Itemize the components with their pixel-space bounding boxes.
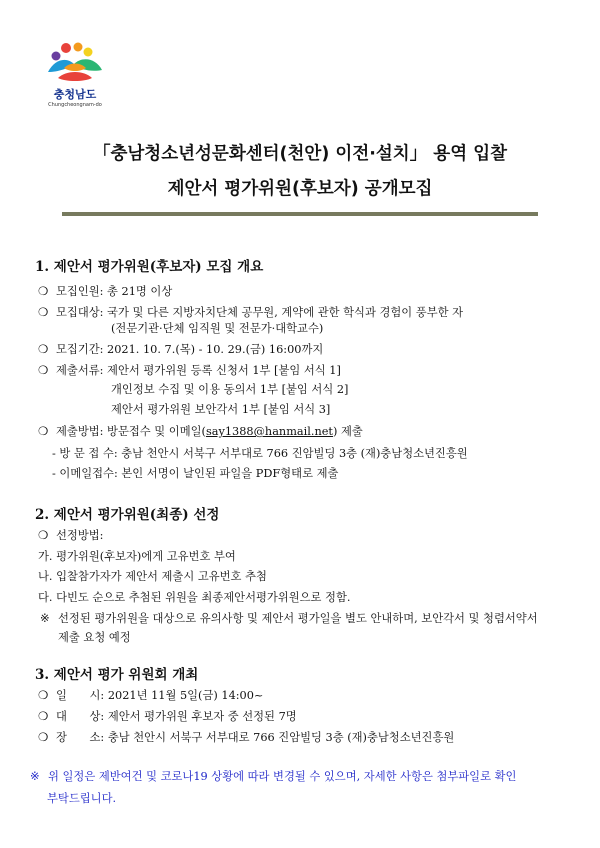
item-target: ❍ 모집대상: 국가 및 다른 지방자치단체 공무원, 계약에 관한 학식과 경험이 풍부한 자 bbox=[38, 306, 464, 319]
bullet: ❍ bbox=[38, 343, 49, 356]
item-ga: 가. 평가위원(후보자)에게 고유번호 부여 bbox=[38, 550, 236, 563]
logo-subtitle: Chungcheongnam-do bbox=[48, 102, 102, 108]
title-divider bbox=[62, 212, 538, 216]
item-email: - 이메일접수: 본인 서명이 날인된 파일을 PDF형태로 제출 bbox=[52, 467, 339, 480]
item-visit: - 방 문 접 수: 충남 천안시 서북구 서부대로 766 진암빌딩 3층 (재)충남청소년진흥원 bbox=[52, 447, 468, 460]
footer-note-1: ※ 위 일정은 제반여건 및 코로나19 상황에 따라 변경될 수 있으며, 자세한 사항은 첨부파일로 확인 bbox=[30, 770, 517, 783]
bullet: ❍ bbox=[38, 710, 49, 723]
bullet: ❍ bbox=[38, 306, 49, 319]
title-line-2: 제안서 평가위원(후보자) 공개모집 bbox=[167, 179, 433, 199]
logo-dot-purple bbox=[52, 52, 61, 61]
email-link[interactable]: say1388@hanmail.net bbox=[205, 425, 333, 438]
logo-swoosh-red bbox=[58, 72, 92, 81]
section-1-heading: 1. 제안서 평가위원(후보자) 모집 개요 bbox=[35, 259, 264, 275]
bullet: ❍ bbox=[38, 529, 49, 542]
item-selection-method: ❍ 선정방법: bbox=[38, 529, 104, 542]
item-da: 다. 다빈도 순으로 추첨된 위원을 최종제안서평가위원으로 정함. bbox=[38, 591, 351, 604]
footer-note-mark: ※ bbox=[30, 770, 40, 783]
logo-dot-yellow bbox=[84, 48, 93, 57]
logo-dot-orange bbox=[74, 43, 83, 52]
selection-note-2: 제출 요청 예정 bbox=[58, 631, 131, 644]
meeting-date: ❍ 일 시: 2021년 11월 5일(금) 14:00~ bbox=[38, 689, 264, 702]
footer-note-2: 부탁드립니다. bbox=[47, 792, 117, 805]
note-mark: ※ bbox=[40, 612, 50, 625]
item-period: ❍ 모집기간: 2021. 10. 7.(목) - 10. 29.(금) 16:00까지 bbox=[38, 343, 324, 356]
title-line-1: 「충남청소년성문화센터(천안) 이전·설치」 용역 입찰 bbox=[92, 144, 508, 164]
bullet: ❍ bbox=[38, 731, 49, 744]
selection-note-1: ※ 선정된 평가위원을 대상으로 유의사항 및 제안서 평가일을 별도 안내하며, 보안각서 및 청렴서약서 bbox=[40, 612, 538, 625]
item-target-sub: (전문기관·단체 임직원 및 전문가·대학교수) bbox=[111, 322, 324, 335]
item-na: 나. 입찰참가자가 제안서 제출시 고유번호 추첨 bbox=[38, 570, 267, 583]
item-docs-1: ❍ 제출서류: 제안서 평가위원 등록 신청서 1부 [붙임 서식 1] bbox=[38, 364, 341, 377]
item-count: ❍ 모집인원: 총 21명 이상 bbox=[38, 285, 173, 298]
logo bbox=[40, 42, 110, 108]
item-docs-2: 개인정보 수집 및 이용 동의서 1부 [붙임 서식 2] bbox=[111, 383, 349, 396]
bullet: ❍ bbox=[38, 689, 49, 702]
item-docs-3: 제안서 평가위원 보안각서 1부 [붙임 서식 3] bbox=[111, 403, 331, 416]
chungnam-logo-icon bbox=[44, 42, 106, 84]
bullet: ❍ bbox=[38, 364, 49, 377]
meeting-place: ❍ 장 소: 충남 천안시 서북구 서부대로 766 진암빌딩 3층 (재)충남청소년진흥원 bbox=[38, 731, 455, 744]
section-3-heading: 3. 제안서 평가 위원회 개최 bbox=[35, 667, 199, 683]
section-2-heading: 2. 제안서 평가위원(최종) 선정 bbox=[35, 507, 220, 523]
logo-dot-red bbox=[61, 43, 71, 53]
item-method: ❍ 제출방법: 방문접수 및 이메일(say1388@hanmail.net) 제출 bbox=[38, 425, 363, 438]
bullet: ❍ bbox=[38, 425, 49, 438]
bullet: ❍ bbox=[38, 285, 49, 298]
meeting-target: ❍ 대 상: 제안서 평가위원 후보자 중 선정된 7명 bbox=[38, 710, 297, 723]
logo-name: 충청남도 bbox=[53, 88, 97, 101]
